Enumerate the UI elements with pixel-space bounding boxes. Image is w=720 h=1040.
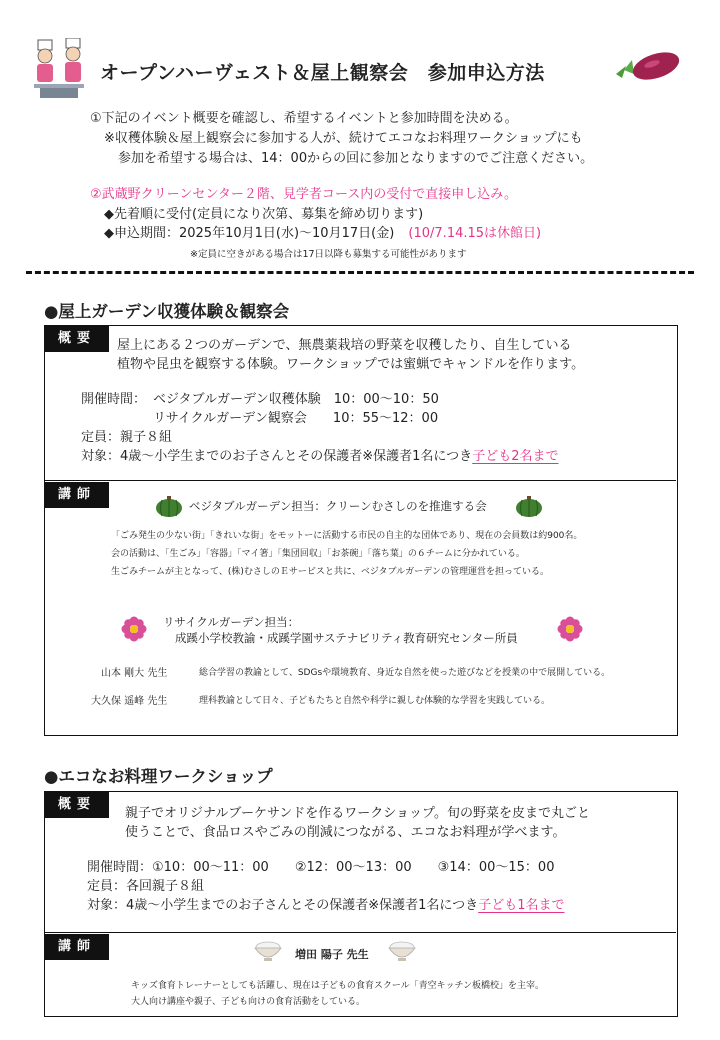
overview-label: 概要 [45, 326, 109, 352]
target-limit: 子ども2名まで [472, 449, 559, 464]
teacher1-desc: 総合学習の教諭として、SDGsや環境教育、身近な自然を使った遊びなどを授業の中で展開している。 [199, 668, 611, 678]
chefs-illustration [30, 38, 94, 102]
teacher2-name: 大久保 遥峰 先生 [91, 696, 168, 707]
flower-icon-right [557, 616, 583, 646]
section1-box [44, 325, 678, 736]
note-line-2: 参加を希望する場合は、14：00からの回に参加となりますのでご注意ください。 [118, 151, 594, 166]
section1-desc-1: 屋上にある２つのガーデンで、無農薬栽培の野菜を収穫したり、自生している [117, 338, 572, 353]
step-1: ①下記のイベント概要を確認し、希望するイベントと参加時間を決める。 [90, 111, 518, 126]
teacher1-name: 山本 剛大 先生 [101, 668, 168, 679]
rice-bowl-icon-right [387, 940, 417, 966]
closed-days: (10/7.14.15は休館日) [408, 226, 542, 241]
rice-bowl-icon-left [253, 940, 283, 966]
flower-icon-left [121, 616, 147, 646]
recycle-title-2: 成蹊小学校教諭・成蹊学園サステナビリティ教育研究センター所員 [175, 631, 518, 645]
section2-teacher-name: 増田 陽子 先生 [295, 948, 369, 961]
veg-desc-1: 「ごみ発生の少ない街」「きれいな街」をモットーに活動する市民の自主的な団体であり、現在の会員数は約900名。 [111, 531, 583, 541]
sweet-potato-icon [612, 44, 684, 88]
time-label: 開催時間： [81, 392, 147, 407]
section2-desc-1: 親子でオリジナルブーケサンドを作るワークショップ。旬の野菜を皮まで丸ごと [125, 806, 591, 821]
veg-title: ベジタブルガーデン担当：クリーンむさしのを推進する会 [189, 499, 487, 513]
recycle-title-1: リサイクルガーデン担当： [163, 615, 300, 629]
time-recycle: リサイクルガーデン観察会 10：55〜12：00 [153, 411, 439, 426]
veg-desc-2: 会の活動は、「生ごみ」「容器」「マイ箸」「集団回収」「お茶碗」「落ち葉」の６チームに分かれている。 [111, 549, 525, 559]
dashed-divider [26, 271, 694, 274]
section1-heading: ●屋上ガーデン収獲体験＆観察会 [44, 302, 290, 321]
target-text-2: 対象：4歳〜小学生までのお子さんとその保護者※保護者1名につき [87, 898, 479, 913]
small-note: ※定員に空きがある場合は17日以降も募集する可能性があります [190, 249, 467, 260]
note-line-1: ※収穫体験＆屋上観察会に参加する人が、続けてエコなお料理ワークショップにも [104, 131, 583, 146]
time-veg: ベジタブルガーデン収穫体験 10：00〜10：50 [153, 392, 439, 407]
section2-teacher-desc-2: 大人向け講座や親子、子ども向けの食育活動をしている。 [131, 997, 366, 1007]
step-2: ②武蔵野クリーンセンター２階、見学者コース内の受付で直接申し込み。 [90, 187, 518, 202]
section2-teacher-desc-1: キッズ食育トレーナーとしても活躍し、現在は子どもの食育スクール「青空キッチン板橋校」を主宰。 [131, 981, 545, 991]
target-text: 対象：4歳〜小学生までのお子さんとその保護者※保護者1名につき [81, 449, 473, 464]
instructor-label-2: 講師 [45, 934, 109, 960]
section2-heading: ●エコなお料理ワークショップ [44, 767, 273, 786]
overview-label-2: 概要 [45, 792, 109, 818]
bullet-first-come: ◆先着順に受付(定員になり次第、募集を締め切ります) [104, 207, 424, 222]
teacher2-desc: 理科教諭として日々、子どもたちと自然や科学に親しむ体験的な学習を実践している。 [199, 696, 551, 706]
capacity: 定員：親子８組 [81, 430, 173, 445]
bullet-period [104, 225, 541, 243]
section2-desc-2: 使うことで、食品ロスやごみの削減につながる、エコなお料理が学べます。 [125, 825, 566, 840]
target-limit-2: 子ども1名まで [478, 898, 565, 913]
veg-desc-3: 生ごみチームが主となって、(株)むさしのＥサービスと共に、ベジタブルガーデンの管理運営を担っている。 [111, 567, 549, 577]
section2-time: 開催時間：①10：00〜11：00 ②12：00〜13：00 ③14：00〜15：00 [87, 860, 555, 875]
instructor-label: 講師 [45, 482, 109, 508]
page-title: オープンハーヴェスト＆屋上観察会 参加申込方法 [100, 62, 545, 84]
section2-capacity: 定員：各回親子８組 [87, 879, 205, 894]
period-text: ◆申込期間：2025年10月1日(水)〜10月17日(金) [104, 226, 395, 241]
section2-target [87, 896, 564, 915]
section2-separator [45, 932, 676, 933]
pumpkin-icon-right [515, 496, 543, 522]
section2-box [44, 791, 678, 1017]
target [81, 447, 558, 466]
section1-separator [45, 480, 676, 481]
section1-desc-2: 植物や昆虫を観察する体験。ワークショップでは蜜蝋でキャンドルを作ります。 [117, 357, 585, 372]
pumpkin-icon-left [155, 496, 183, 522]
